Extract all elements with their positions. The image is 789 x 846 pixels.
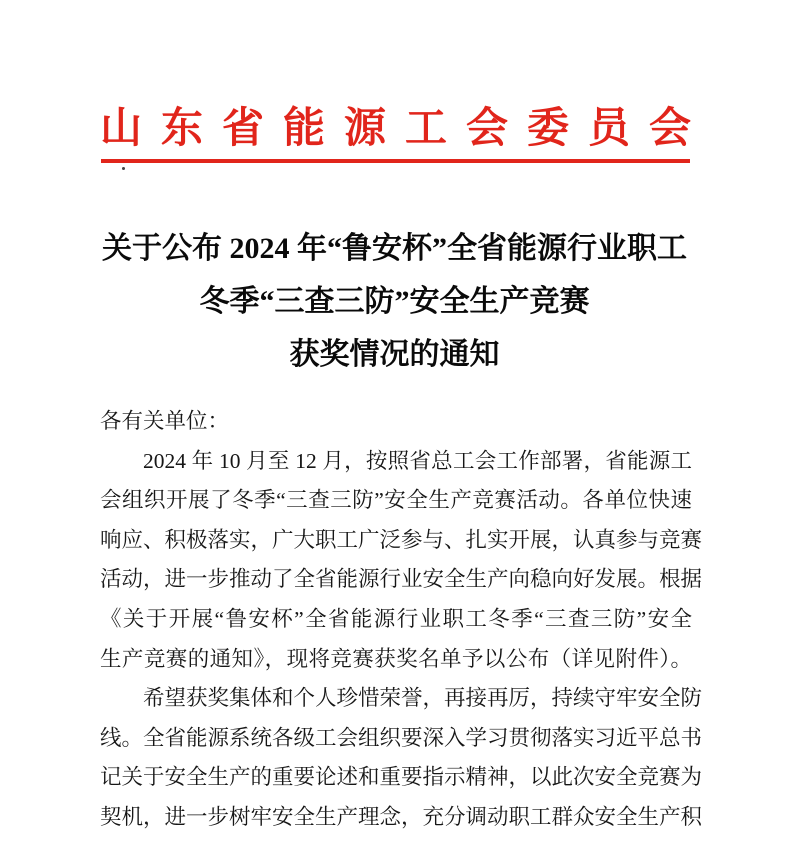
body-line: 生产竞赛的通知》，现将竞赛获奖名单予以公布（详见附件）。 [100,646,692,671]
document-body [100,402,703,838]
body-line: 《关于开展“鲁安杯”全省能源行业职工冬季“三查三防”安全 [100,606,692,631]
letterhead-org-name: 山东省能源工会委员会 [100,106,691,152]
body-line: 2024 年 10 月至 12 月，按照省总工会工作部署，省能源工 [143,448,692,473]
body-line: 会组织开展了冬季“三查三防”安全生产竞赛活动。各单位快速 [100,488,692,513]
document-title-line-3: 获奖情况的通知 [289,338,500,371]
document-title-line-2: 冬季“三查三防”安全生产竞赛 [199,285,590,318]
scan-artifact-dot [122,167,125,170]
document-title [0,222,789,381]
body-line: 希望获奖集体和个人珍惜荣誉，再接再厉，持续守牢安全防 [143,686,703,711]
salutation: 各有关单位： [100,409,230,433]
document-title-line-1: 关于公布 2024 年“鲁安杯”全省能源行业职工 [102,232,687,265]
letterhead-separator-line [101,159,690,163]
body-line: 响应、积极落实，广大职工广泛参与、扎实开展，认真参与竞赛 [100,527,703,552]
body-line: 记关于安全生产的重要论述和重要指示精神，以此次安全竞赛为 [100,765,703,790]
body-line: 活动，进一步推动了全省能源行业安全生产向稳向好发展。根据 [100,567,703,592]
body-line: 契机，进一步树牢安全生产理念，充分调动职工群众安全生产积 [100,804,703,829]
body-line: 线。全省能源系统各级工会组织要深入学习贯彻落实习近平总书 [100,725,703,750]
